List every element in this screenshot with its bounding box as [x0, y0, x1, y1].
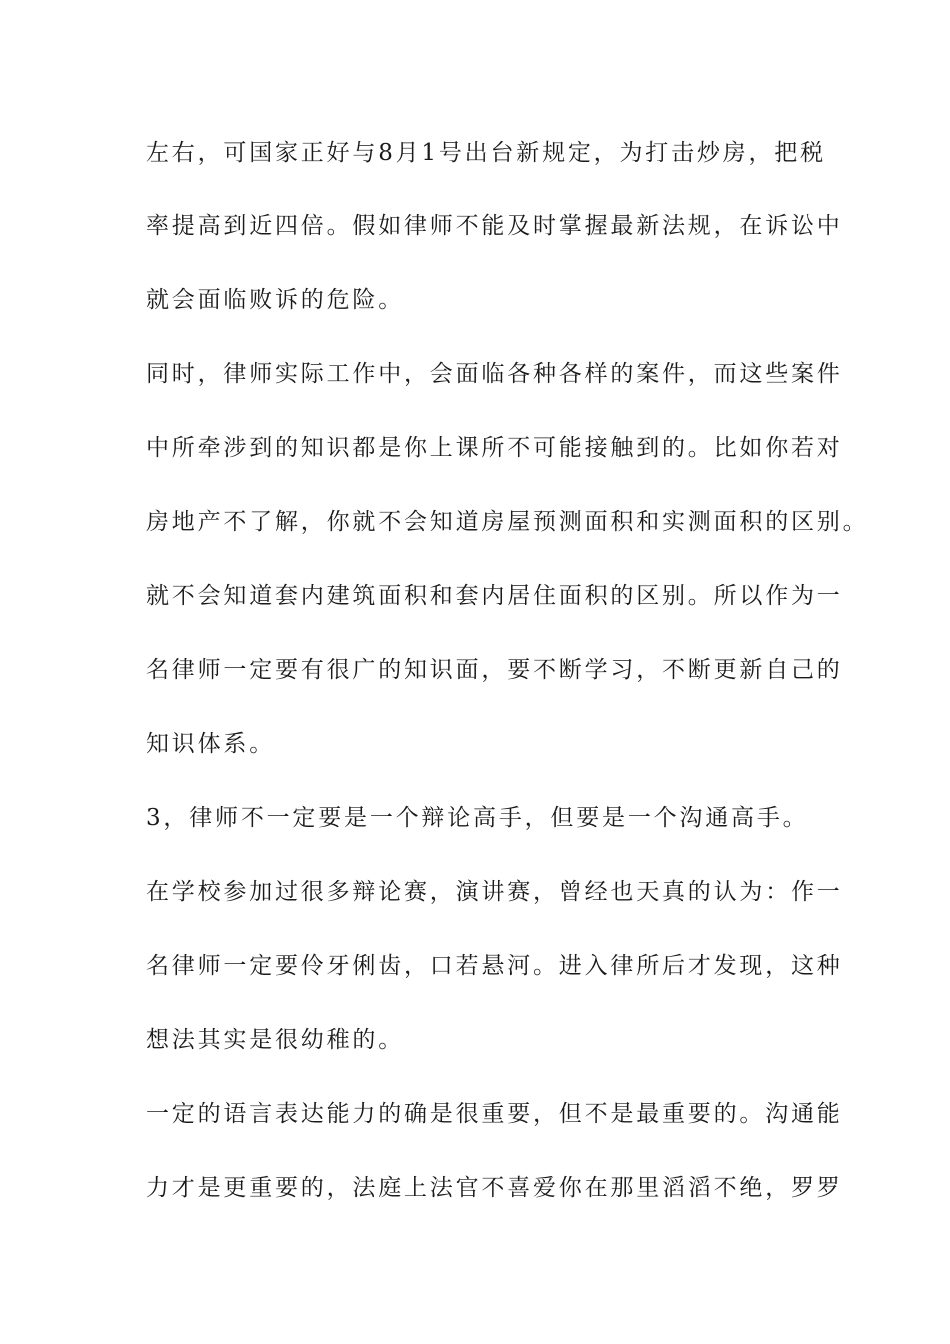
text-line: 中所牵涉到的知识都是你上课所不可能接触到的。比如你若对: [146, 435, 843, 461]
text-line: 力才是更重要的，法庭上法官不喜爱你在那里滔滔不绝，罗罗: [146, 1175, 843, 1201]
text-line: 房地产不了解，你就不会知道房屋预测面积和实测面积的区别。: [146, 509, 869, 535]
text-line: 在学校参加过很多辩论赛，演讲赛，曾经也天真的认为：作一: [146, 879, 843, 905]
text-line: 就不会知道套内建筑面积和套内居住面积的区别。所以作为一: [146, 583, 843, 609]
text-line: 名律师一定要伶牙俐齿，口若悬河。进入律所后才发现，这种: [146, 953, 843, 979]
text-line: 就会面临败诉的危险。: [146, 287, 404, 313]
text-line: 知识体系。: [146, 731, 275, 757]
text-line: 想法其实是很幼稚的。: [146, 1027, 404, 1053]
text-line: 3，律师不一定要是一个辩论高手，但要是一个沟通高手。: [146, 805, 809, 831]
text-line: 名律师一定要有很广的知识面，要不断学习，不断更新自己的: [146, 657, 843, 683]
text-line: 同时，律师实际工作中，会面临各种各样的案件，而这些案件: [146, 361, 843, 387]
text-line: 一定的语言表达能力的确是很重要，但不是最重要的。沟通能: [146, 1101, 843, 1127]
text-line: 率提高到近四倍。假如律师不能及时掌握最新法规，在诉讼中: [146, 213, 843, 239]
text-line: 左右，可国家正好与8月1号出台新规定，为打击炒房，把税: [146, 140, 826, 166]
